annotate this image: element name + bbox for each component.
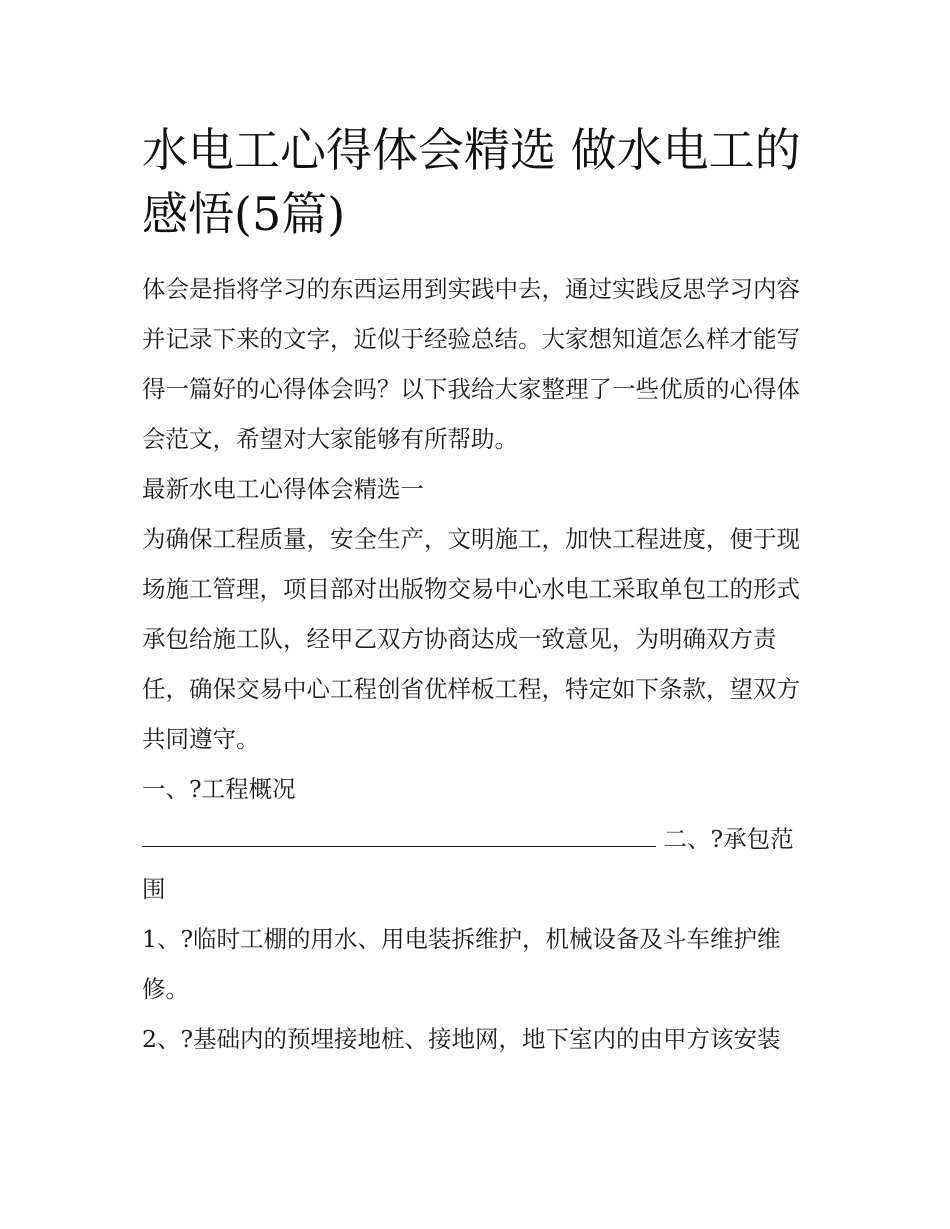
intro-paragraph: 体会是指将学习的东西运用到实践中去，通过实践反思学习内容并记录下来的文字，近似于经验总结。大家想知道怎么样才能写得一篇好的心得体会吗？以下我给大家整理了一些优质的心得体会范文，希望对大家能够有所帮助。	[142, 275, 800, 453]
document-title: 水电工心得体会精选 做水电工的感悟(5篇)	[142, 123, 801, 241]
item-2-line	[142, 814, 814, 914]
item-1-heading: 一、?工程概况	[142, 775, 296, 803]
section-heading: 最新水电工心得体会精选一	[142, 475, 424, 503]
item-2-heading: 二、?承包范围	[142, 825, 794, 903]
document-content	[142, 118, 814, 1064]
blank-fill-line	[142, 816, 656, 847]
document-body	[142, 264, 814, 1064]
section-paragraph: 为确保工程质量，安全生产，文明施工，加快工程进度，便于现场施工管理，项目部对出版物交易中心水电工采取单包工的形式承包给施工队，经甲乙双方协商达成一致意见，为明确双方责任，确保交易中心工程创省优样板工程，特定如下条款，望双方共同遵守。	[142, 525, 800, 753]
item-2-1: 1、?临时工棚的用水、用电装拆维护，机械设备及斗车维护维修。	[142, 925, 781, 1003]
item-2-2: 2、?基础内的预埋接地桩、接地网，地下室内的由甲方该安装	[142, 1025, 781, 1053]
